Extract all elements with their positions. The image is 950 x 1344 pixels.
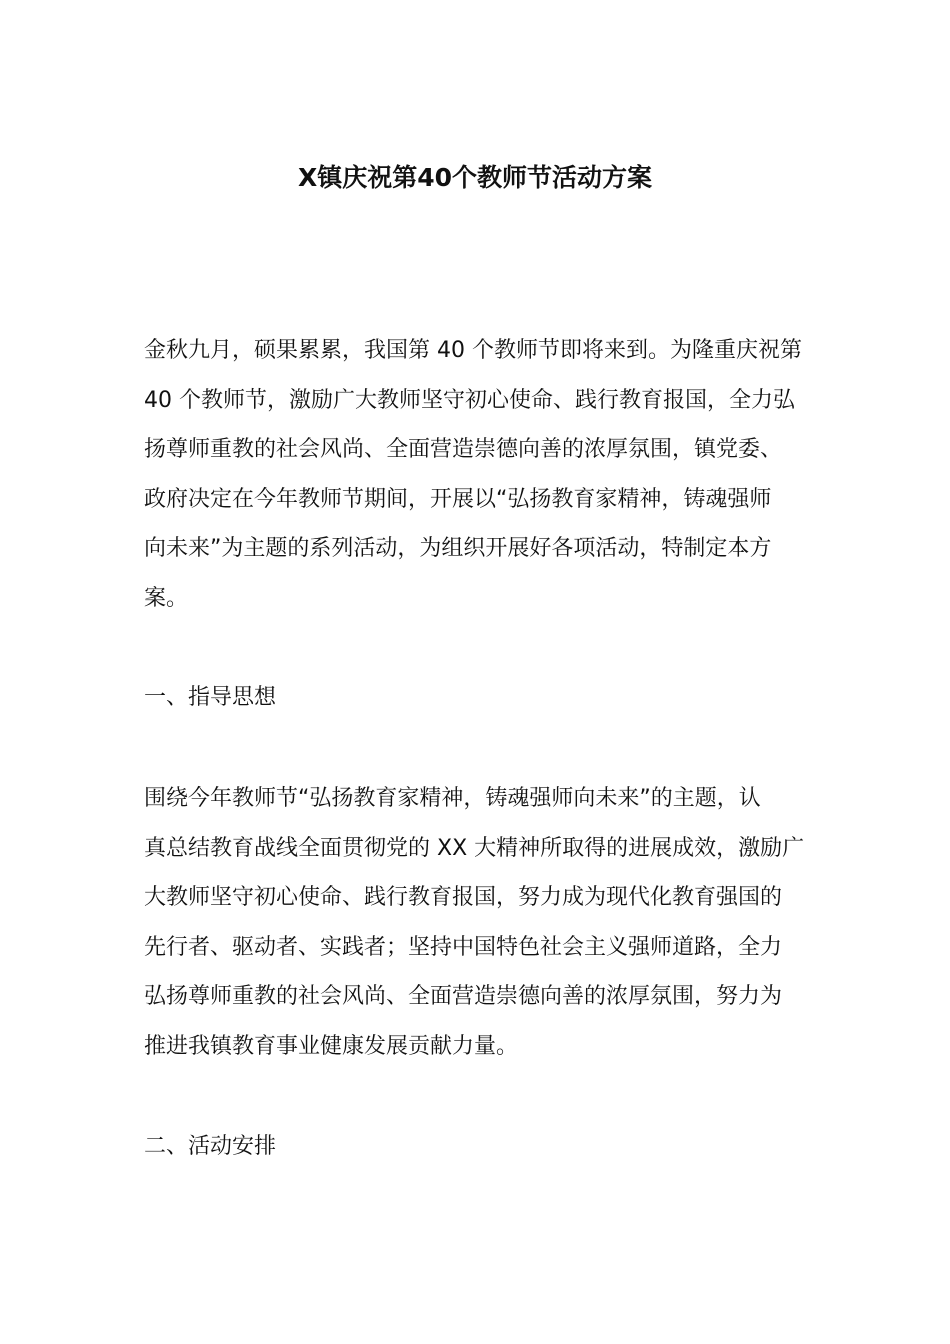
paragraph-line: 推进我镇教育事业健康发展贡献力量。 <box>144 1033 519 1059</box>
paragraph-line: 围绕今年教师节“弘扬教育家精神，铸魂强师向未来”的主题，认 <box>144 786 761 811</box>
intro-line: 政府决定在今年教师节期间，开展以“弘扬教育家精神，铸魂强师 <box>144 486 772 512</box>
document-title: X镇庆祝第40个教师节活动方案 <box>297 163 653 192</box>
intro-line: 40 个教师节，激励广大教师坚守初心使命、践行教育报国，全力弘 <box>144 387 795 413</box>
guiding-ideology-paragraph <box>144 774 808 1072</box>
paragraph-line: 大教师坚守初心使命、践行教育报国，努力成为现代化教育强国的 <box>144 885 783 911</box>
paragraph-line: 弘扬尊师重教的社会风尚、全面营造崇德向善的浓厚氛围，努力为 <box>144 984 783 1010</box>
intro-line: 金秋九月，硕果累累，我国第 40 个教师节即将来到。为隆重庆祝第 <box>144 338 802 363</box>
intro-line: 案。 <box>144 585 189 611</box>
section-heading-guiding-ideology: 一、指导思想 <box>144 685 277 710</box>
paragraph-line: 先行者、驱动者、实践者；坚持中国特色社会主义强师道路，全力 <box>144 934 783 960</box>
intro-line: 向未来”为主题的系列活动，为组织开展好各项活动，特制定本方 <box>144 536 772 562</box>
intro-paragraph <box>144 326 808 624</box>
intro-line: 扬尊师重教的社会风尚、全面营造崇德向善的浓厚氛围，镇党委、 <box>144 437 783 463</box>
section-heading-activity-arrangement: 二、活动安排 <box>144 1134 277 1159</box>
paragraph-line: 真总结教育战线全面贯彻党的 XX 大精神所取得的进展成效，激励广 <box>144 835 805 861</box>
